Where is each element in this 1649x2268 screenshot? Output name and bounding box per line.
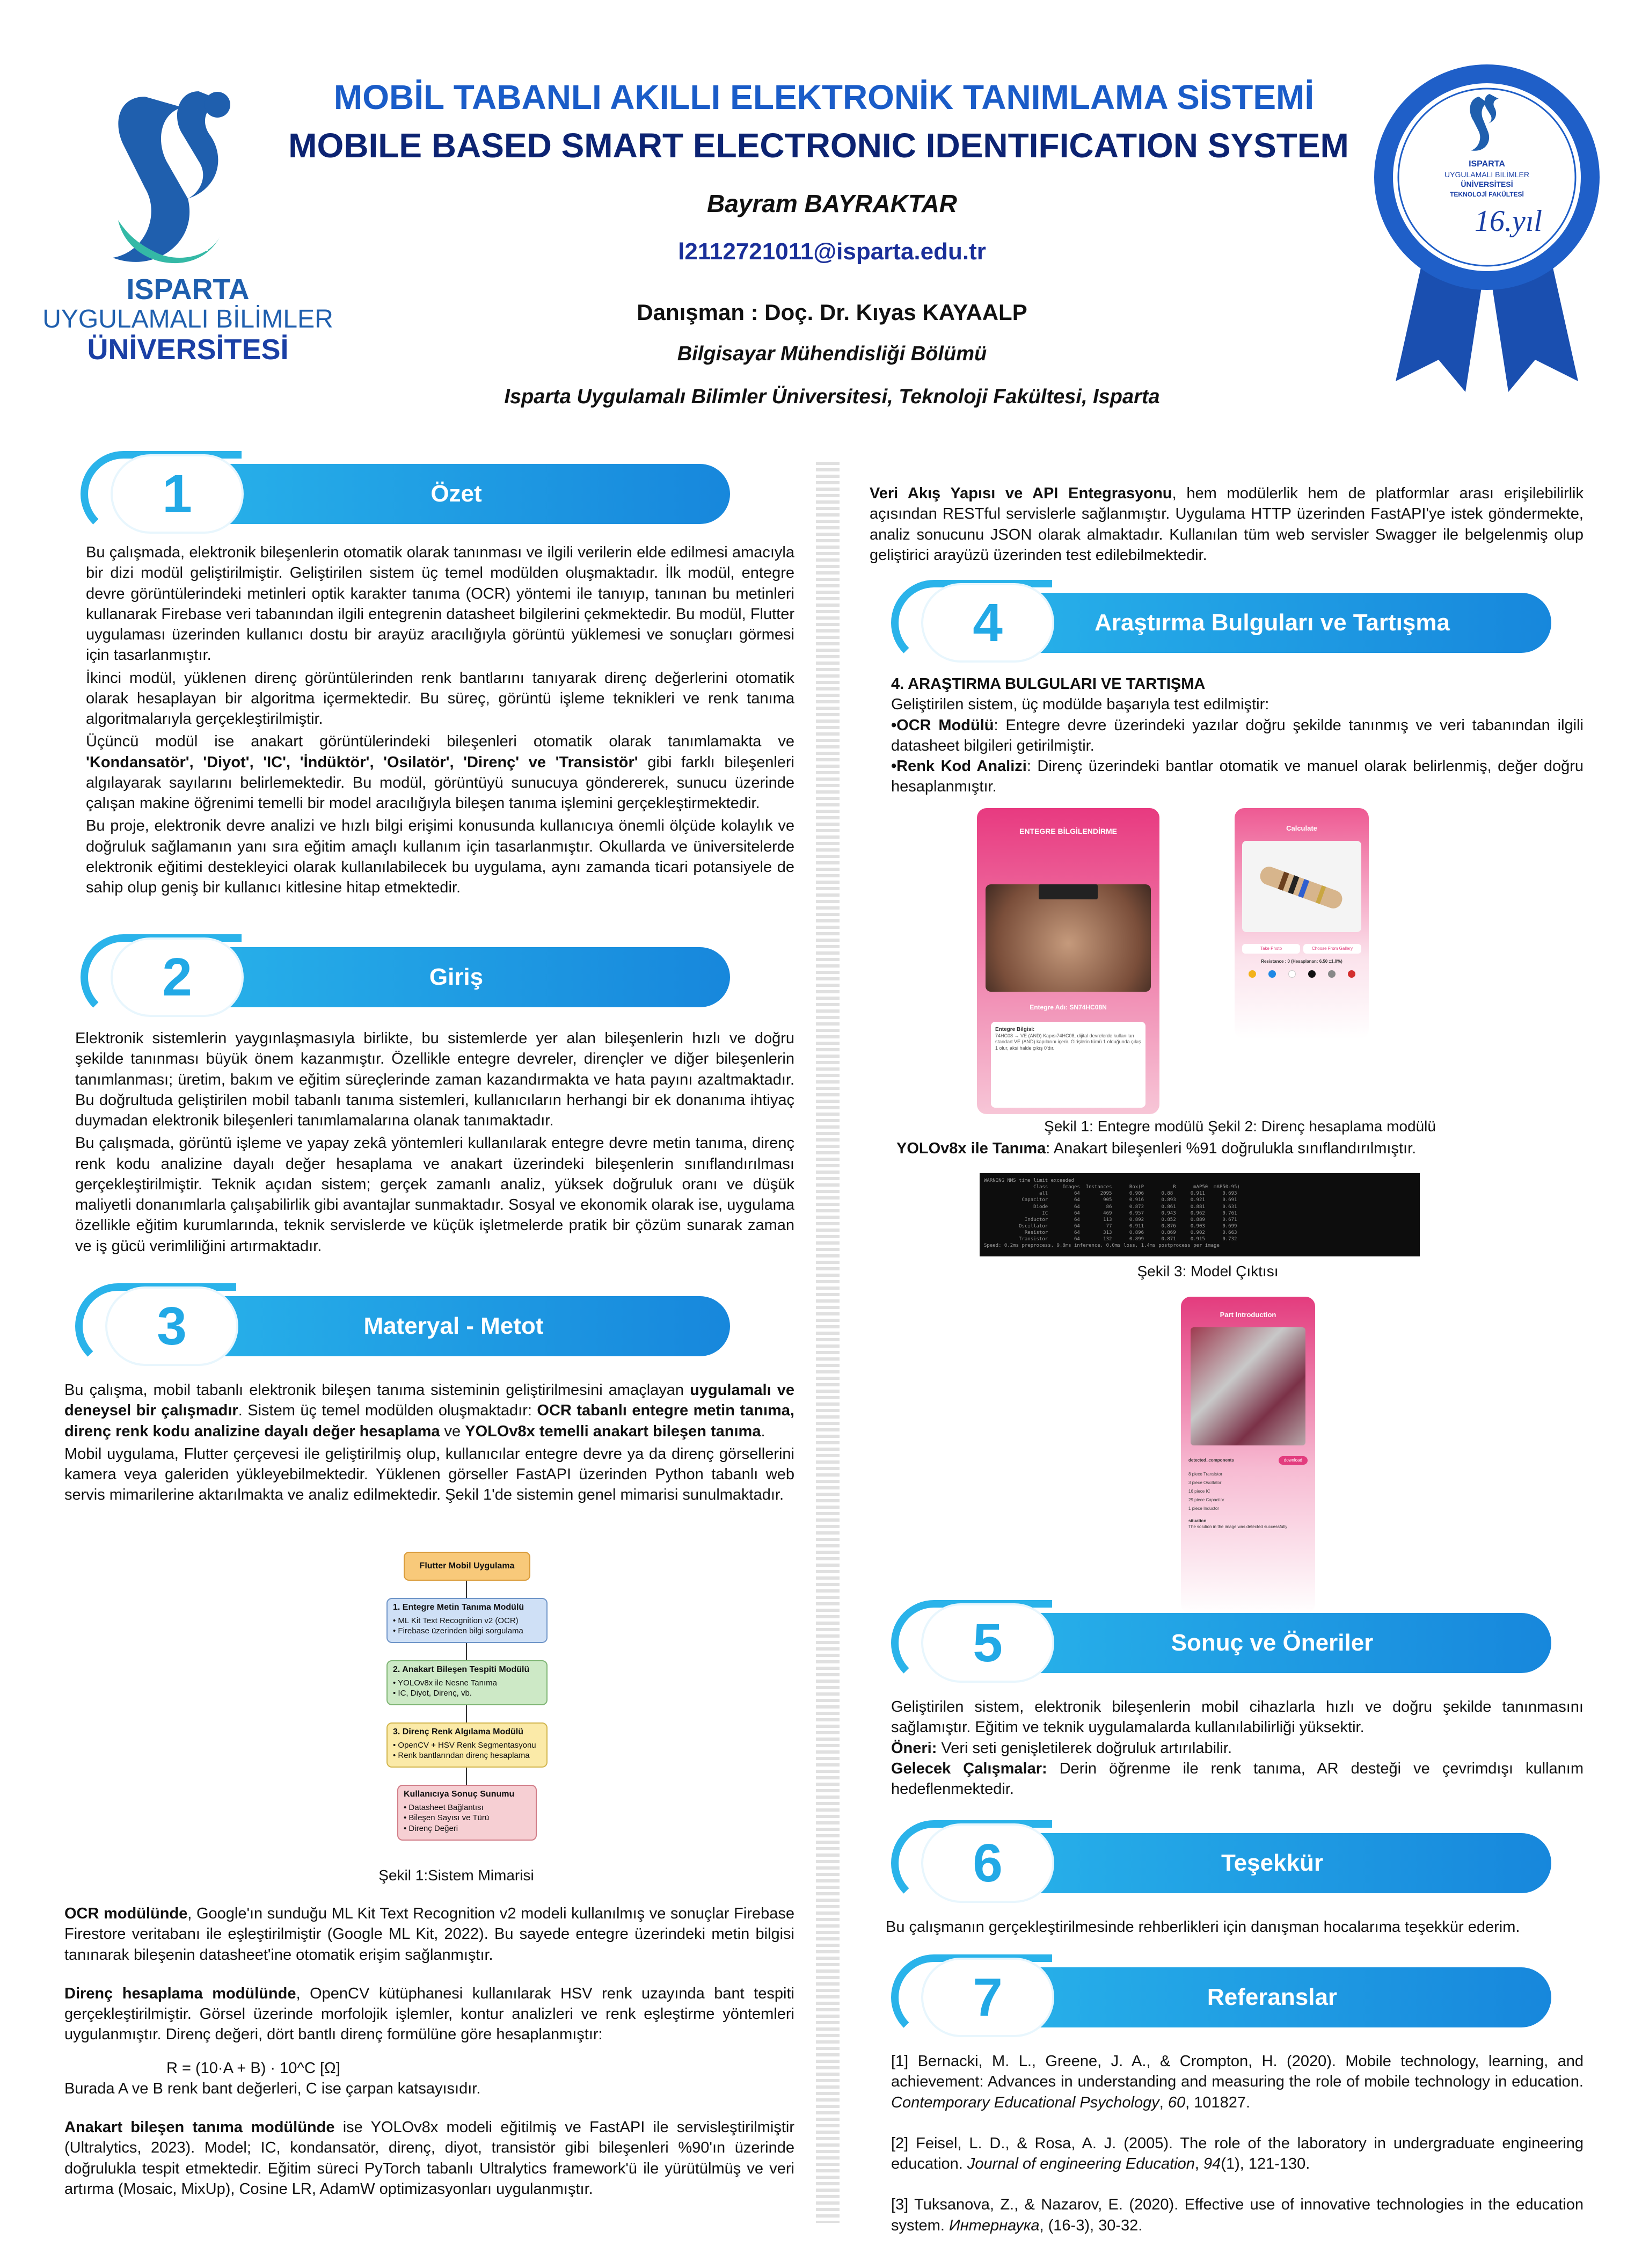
download-button[interactable]: download	[1279, 1456, 1308, 1465]
sonuc-p1: Geliştirilen sistem, elektronik bileşenlerin mobil cihazlarla hızlı ve doğru şekilde tanınmasını sağlamıştır. Eğitim ve teknik uygulamalarda kullanılabilirliği yüksektir.	[891, 1698, 1584, 1736]
terminal-line: WARNING NMS time limit exceeded	[984, 1178, 1074, 1183]
resistor-photo	[1242, 841, 1361, 932]
bulgular-renk: •Renk Kod Analizi: Direnç üzerindeki bantlar otomatik ve manuel olarak belirlenmiş, değer doğru hesaplanmıştır.	[891, 758, 1584, 796]
giris-p1: Elektronik sistemlerin yaygınlaşmasıyla birlikte, bu sistemlerde yer alan bileşenlerin hızlı ve doğru şekilde tanınması büyük önem kazanmıştır. Özellikle entegre devreler, dirençler ve diğer bileşenlerin tanımlanması; üretim, bakım ve eğitim süreçlerinde zaman kazandırmakta ve hata payını azaltmaktadır. Bu doğrultuda geliştirilen mobil tabanlı tanıma sistemleri, kullanıcıların herhangi bir ek donanıma ihtiyaç duymadan elektronik bileşenleri tanımlamalarına olanak tanımaktadır.	[75, 1030, 794, 1130]
author-email[interactable]: l2112721011@isparta.edu.tr	[678, 238, 986, 265]
gallery-button[interactable]: Choose From Gallery	[1303, 944, 1361, 954]
section-number: 5	[973, 1613, 1003, 1673]
university-affiliation: Isparta Uygulamalı Bilimler Üniversitesi, Teknoloji Fakültesi, Isparta	[504, 386, 1160, 408]
sonuc-text	[891, 1697, 1584, 1801]
metot-p1: Bu çalışma, mobil tabanlı elektronik bileşen tanıma sisteminin geliştirilmesini amaçlayan uygulamalı ve deneysel bir çalışmadır. Sistem üç temel modülden oluşmaktadır: OCR tabanlı entegre metin tanıma, direnç renk kodu analizine dayalı değer hesaplama ve YOLOv8x temelli anakart bileşen tanıma.	[64, 1382, 794, 1440]
title-english: MOBILE BASED SMART ELECTRONIC IDENTIFICATION SYSTEM	[288, 126, 1349, 165]
badge-line-3: ÜNİVERSİTESİ	[1461, 180, 1513, 188]
badge-line-2: UYGULAMALI BİLİMLER	[1444, 170, 1529, 179]
take-photo-button[interactable]: Take Photo	[1242, 944, 1300, 954]
logo-line-1: ISPARTA	[126, 273, 250, 306]
reference-item: [3] Tuksanova, Z., & Nazarov, E. (2020). Effective use of innovative technologies in the education system. Интернаука, (16-3), 30-32.	[891, 2196, 1584, 2234]
formula: R = (10·A + B) · 10^C [Ω]	[166, 2059, 340, 2077]
section-header-metot	[75, 1289, 730, 1364]
section-header-ozet	[81, 456, 730, 532]
terminal-line: Resistor 64 313 0.896 0.869 0.902 0.663	[984, 1230, 1237, 1236]
metot-p2: Mobil uygulama, Flutter çerçevesi ile geliştirilmiş olup, kullanıcılar entegre devre ya da direnç görsellerini kamera veya galeriden yükleyebilmektedir. Yüklenen görseller FastAPI üzerinden Python tabanlı web servis mimarilerine aktarılmakta ve analiz edilmektedir. Şekil 1'de sistemin genel mimarisi sunulmaktadır.	[64, 1445, 794, 1504]
gelecek: Gelecek Çalışmalar: Derin öğrenme ile renk tanıma, AR desteği ve çevrimdışı kullanım hedeflenmektedir.	[891, 1760, 1584, 1798]
section-number: 1	[162, 464, 192, 524]
figure-1-caption: Şekil 1:Sistem Mimarisi	[378, 1867, 534, 1884]
section-number: 6	[973, 1833, 1003, 1893]
screenshot-direnc-module: Calculate Take Photo Choose From Gallery Resistance : 0 (Hesaplanan: 6.50 ±1.0%)	[1235, 808, 1369, 1039]
diagram-box-4: Kullanıcıya Sonuç Sunumu • Datasheet Bağlantısı • Bileşen Sayısı ve Türü • Direnç Değeri	[397, 1785, 537, 1841]
oneri: Öneri: Veri seti genişletilerek doğruluk artırılabilir.	[891, 1739, 1232, 1757]
ozet-p2: İkinci modül, yüklenen direnç görüntülerinden renk bantlarını tanıyarak direnç değerlerini otomatik olarak hesaplayan bir algoritma içermektedir. Bu süreç, görüntü işleme teknikleri ve renk tanıma algoritmalarıyla gerçekleştirilmiştir.	[86, 669, 794, 728]
bulgular-ocr: •OCR Modülü: Entegre devre üzerindeki yazılar doğru şekilde tanınmış ve veri tabanından ilgili datasheet bilgileri getirilmiştir.	[891, 716, 1584, 754]
diagram-box-2: 2. Anakart Bileşen Tespiti Modülü • YOLOv8x ile Nesne Tanıma • IC, Diyot, Direnç, vb.	[386, 1660, 548, 1705]
api-paragraph: Veri Akış Yapısı ve API Entegrasyonu, hem modülerlik hem de platformlar arası erişilebilirlik açısından RESTful servislerle sağlanmıştır. Uygulama HTTP üzerinden FastAPI'ye istek göndermekte, analiz sonucunu JSON olarak almaktadır. Kullanılan tüm web servisler Swagger ile belgelenmiş olup geliştirici arayüzü üzerinden test edilebilmektedir.	[870, 485, 1584, 564]
giris-text	[75, 1028, 794, 1259]
ozet-text	[86, 542, 794, 900]
ozet-p4: Bu proje, elektronik devre analizi ve hızlı bilgi erişimi konusunda kullanıcıya önemli ölçüde kolaylık ve doğruluk sağlamanın yanı sıra eğitim amaçlı kullanım için tasarlanmıştır. Okullarda ve üniversitelerde elektronik eğitimi destekleyici olarak kullanılabilecek bu uygulama, aynı zamanda ticari potansiyele de sahip olup geniş bir kullanıcı kitlesine hitap etmektedir.	[86, 817, 794, 897]
terminal-line: Speed: 0.2ms preprocess, 9.8ms inference, 0.0ms loss, 1.4ms postprocess per image	[984, 1243, 1220, 1249]
metot-details	[64, 1903, 794, 2201]
diagram-top-box: Flutter Mobil Uygulama	[404, 1552, 530, 1581]
section-number: 3	[157, 1296, 187, 1356]
section-number: 2	[162, 947, 192, 1007]
bulgular-title: 4. ARAŞTIRMA BULGULARI VE TARTIŞMA	[891, 675, 1206, 693]
column-divider	[816, 462, 840, 2223]
terminal-line: all 64 2095 0.906 0.88 0.911 0.693	[984, 1191, 1237, 1197]
formula-note: Burada A ve B renk bant değerleri, C ise çarpan katsayısıdır.	[64, 2080, 481, 2097]
badge-line-1: ISPARTA	[1469, 159, 1505, 169]
section-number: 4	[973, 593, 1003, 653]
component-list: 8 piece Transistor 3 piece Oscillator 16 piece IC 29 piece Capacitor 1 piece Inductor	[1188, 1472, 1224, 1511]
logo-line-3: ÜNİVERSİTESİ	[87, 333, 289, 366]
ozet-p3: Üçüncü modül ise anakart görüntülerindeki bileşenleri otomatik olarak tanımlamakta ve 'Kondansatör', 'Diyot', 'IC', 'İndüktör', 'Osilatör', 'Direnç' ve 'Transistör' gibi farklı bileşenleri algılayarak sayılarını belirlemektedir. Bu modül, görüntüyü sunucuya göndererek, sunucu üzerinde çalışan makine öğrenimi temelli bir model aracılığıyla bileşen tanıma işlemini gerçekleştirmektedir.	[86, 733, 795, 812]
terminal-line: Class Images Instances Box(P R mAP50 mAP50-95)	[984, 1184, 1240, 1190]
section-header-tesekkur	[891, 1826, 1551, 1901]
title-turkish: MOBİL TABANLI AKILLI ELEKTRONİK TANIMLAMA SİSTEMİ	[333, 78, 1315, 117]
terminal-line: Oscillator 64 77 0.911 0.876 0.903 0.699	[984, 1223, 1237, 1229]
screenshot-part-introduction: Part Introduction detected_components download 8 piece Transistor 3 piece Oscillator 16 piece IC 29 piece Capacitor 1 piece Inductor situation The solution in the image was detected successfully	[1181, 1297, 1315, 1613]
ocr-paragraph: OCR modülünde, Google'ın sunduğu ML Kit Text Recognition v2 modeli kullanılmış ve sonuçlar Firebase Firestore veritabanı ile eşleştirilmiştir (Google ML Kit, 2022). Bu sayede entegre üzerindeki metin bilgisi tanınarak bileşenin datasheet'ine otomatik erişim sağlanmıştır.	[64, 1905, 794, 1964]
architecture-diagram	[376, 1536, 558, 1869]
section-header-giris	[81, 940, 730, 1015]
department: Bilgisayar Mühendisliği Bölümü	[677, 343, 987, 365]
bulgular-text	[891, 674, 1584, 799]
reference-item: [2] Feisel, L. D., & Rosa, A. J. (2005). The role of the laboratory in undergraduate engineering education. Journal of engineering Education, 94(1), 121-130.	[891, 2134, 1584, 2173]
metot-text	[64, 1380, 794, 1508]
terminal-line: Inductor 64 113 0.892 0.852 0.889 0.671	[984, 1217, 1237, 1223]
logo-year: 2018	[183, 241, 209, 254]
terminal-line: Diode 64 86 0.872 0.861 0.881 0.631	[984, 1204, 1237, 1210]
reference-item: [1] Bernacki, M. L., Greene, J. A., & Crompton, H. (2020). Mobile technology, learning, and achievement: Advances in understanding and measuring the role of mobile technology in education. Contemporary Educational Psychology, 60, 101827.	[891, 2053, 1584, 2111]
terminal-line: IC 64 469 0.957 0.943 0.962 0.761	[984, 1210, 1237, 1216]
section-header-referanslar	[891, 1960, 1551, 2035]
badge-line-4: TEKNOLOJİ FAKÜLTESİ	[1450, 191, 1524, 198]
ozet-p1: Bu çalışmada, elektronik bileşenlerin otomatik olarak tanınması ve ilgili verilerin elde edilmesi amacıyla bir dizi modül geliştirilmiştir. Geliştirilen sistem üç temel modülden oluşmaktadır. İlk modül, entegre devre görüntülerindeki metinleri optik karakter tanıma (OCR) yöntemi ile tanıyıp, tanınan bu metinleri kullanarak Firebase veri tabanından ilgili entegrenin datasheet bilgilerini çekmektedir. Bu modül, Flutter uygulaması üzerinden kullanıcı dostu bir arayüz aracılığıyla görüntü yüklemesi ve sonuçları görmesi için tasarlanmıştır.	[86, 544, 794, 664]
section-title: Teşekkür	[1221, 1850, 1323, 1877]
figure-1-2-caption: Şekil 1: Entegre modülü Şekil 2: Direnç hesaplama modülü	[1044, 1118, 1436, 1135]
section-header-bulgular	[891, 585, 1551, 660]
section-title: Sonuç ve Öneriler	[1171, 1630, 1374, 1656]
section-title: Referanslar	[1207, 1984, 1338, 2011]
section-number: 7	[973, 1967, 1003, 2027]
giris-p2: Bu çalışmada, görüntü işleme ve yapay zekâ yöntemleri kullanılarak entegre devre metin tanıma, direnç renk kodu analizine dayalı değer hesaplama ve anakart üzerindeki bileşenlerin sınıflandırılması gerçekleştirilmiştir. Teknik açıdan sistem; gerçek zamanlı analiz, yüksek doğruluk oranı ve düşük maliyetli donanımlarla çalışabilirlik gibi avantajlar sunmaktadır. Sosyal ve ekonomik olarak ise, uygulama özellikle eğitim kurumlarında, teknik servislerde ve küçük işletmelerde pratik bir çözüm sunarak zaman ve iş gücü verimliliğini artırmaktadır.	[75, 1135, 794, 1255]
yolo-paragraph: YOLOv8x ile Tanıma: Anakart bileşenleri %91 doğrulukla sınıflandırılmıştır.	[896, 1140, 1417, 1157]
diagram-box-1: 1. Entegre Metin Tanıma Modülü • ML Kit Text Recognition v2 (OCR) • Firebase üzerinden bilgi sorgulama	[386, 1598, 548, 1643]
author-name: Bayram BAYRAKTAR	[706, 190, 958, 217]
chip-photo	[986, 884, 1151, 992]
references	[891, 2051, 1584, 2238]
resistance-result: Resistance : 0 (Hesaplanan: 6.50 ±1.0%)	[1261, 959, 1342, 964]
tesekkur-text: Bu çalışmanın gerçekleştirilmesinde rehberlikleri için danışman hocalarıma teşekkür ederim.	[886, 1918, 1520, 1936]
section-title: Özet	[431, 481, 482, 507]
detected-components-label: detected_components	[1188, 1457, 1234, 1463]
color-swatches	[1242, 970, 1361, 978]
logo-wordmark	[38, 274, 338, 366]
section-title: Materyal - Metot	[363, 1313, 544, 1340]
screenshot-entegre-module: ENTEGRE BİLGİLENDİRME Entegre Adı: SN74HC08N Entegre Bilgisi: 74HC08 → VE (AND) Kapısı74HC08, dijital devrelerde kullanılan standart VE (AND) kapılarını içerir. Girişlerin tümü 1 olduğunda çıkış 1 olur, aksi halde çıkış 0'dır.	[977, 808, 1159, 1114]
terminal-line: Capacitor 64 905 0.916 0.893 0.921 0.691	[984, 1197, 1237, 1203]
advisor: Danışman : Doç. Dr. Kıyas KAYAALP	[637, 300, 1027, 325]
anniversary-badge	[1363, 59, 1610, 392]
badge-year: 16.yıl	[1475, 205, 1542, 238]
logo-line-2: UYGULAMALI BİLİMLER	[42, 305, 333, 334]
motherboard-photo	[1191, 1327, 1305, 1445]
model-output-terminal	[980, 1173, 1420, 1256]
section-title: Araştırma Bulguları ve Tartışma	[1095, 609, 1450, 636]
direnc-paragraph: Direnç hesaplama modülünde, OpenCV kütüphanesi kullanılarak HSV renk uzayında bant tespiti gerçekleştirilmiştir. Görsel üzerinde morfolojik işlemler, kontur analizleri ve renk eşleştirme yöntemleri uygulanmıştır. Direnç değeri, dört bantlı direnç formülüne göre hesaplanmıştır:	[64, 1985, 794, 2044]
figure-3-caption: Şekil 3: Model Çıktısı	[1137, 1263, 1279, 1280]
section-header-sonuc	[891, 1605, 1551, 1681]
section-title: Giriş	[429, 964, 484, 991]
diagram-box-3: 3. Direnç Renk Algılama Modülü • OpenCV + HSV Renk Segmentasyonu • Renk bantlarından direnç hesaplama	[386, 1722, 548, 1768]
terminal-line: Transistor 64 132 0.899 0.871 0.915 0.732	[984, 1237, 1237, 1242]
anakart-paragraph: Anakart bileşen tanıma modülünde ise YOLOv8x modeli eğitilmiş ve FastAPI ile servisleştirilmiştir (Ultralytics, 2023). Model; IC, kondansatör, direnç, diyot, transistör gibi bileşenleri %90'ın üzerinde doğrulukla tespit etmektedir. Eğitim süreci PyTorch tabanlı Ultralytics framework'ü ile yürütülmüş ve veri artırma (Mosaic, MixUp), Cosine LR, AdamW optimizasyonları uygulanmıştır.	[64, 2119, 794, 2198]
bulgular-intro: Geliştirilen sistem, üç modülde başarıyla test edilmiştir:	[891, 696, 1269, 714]
